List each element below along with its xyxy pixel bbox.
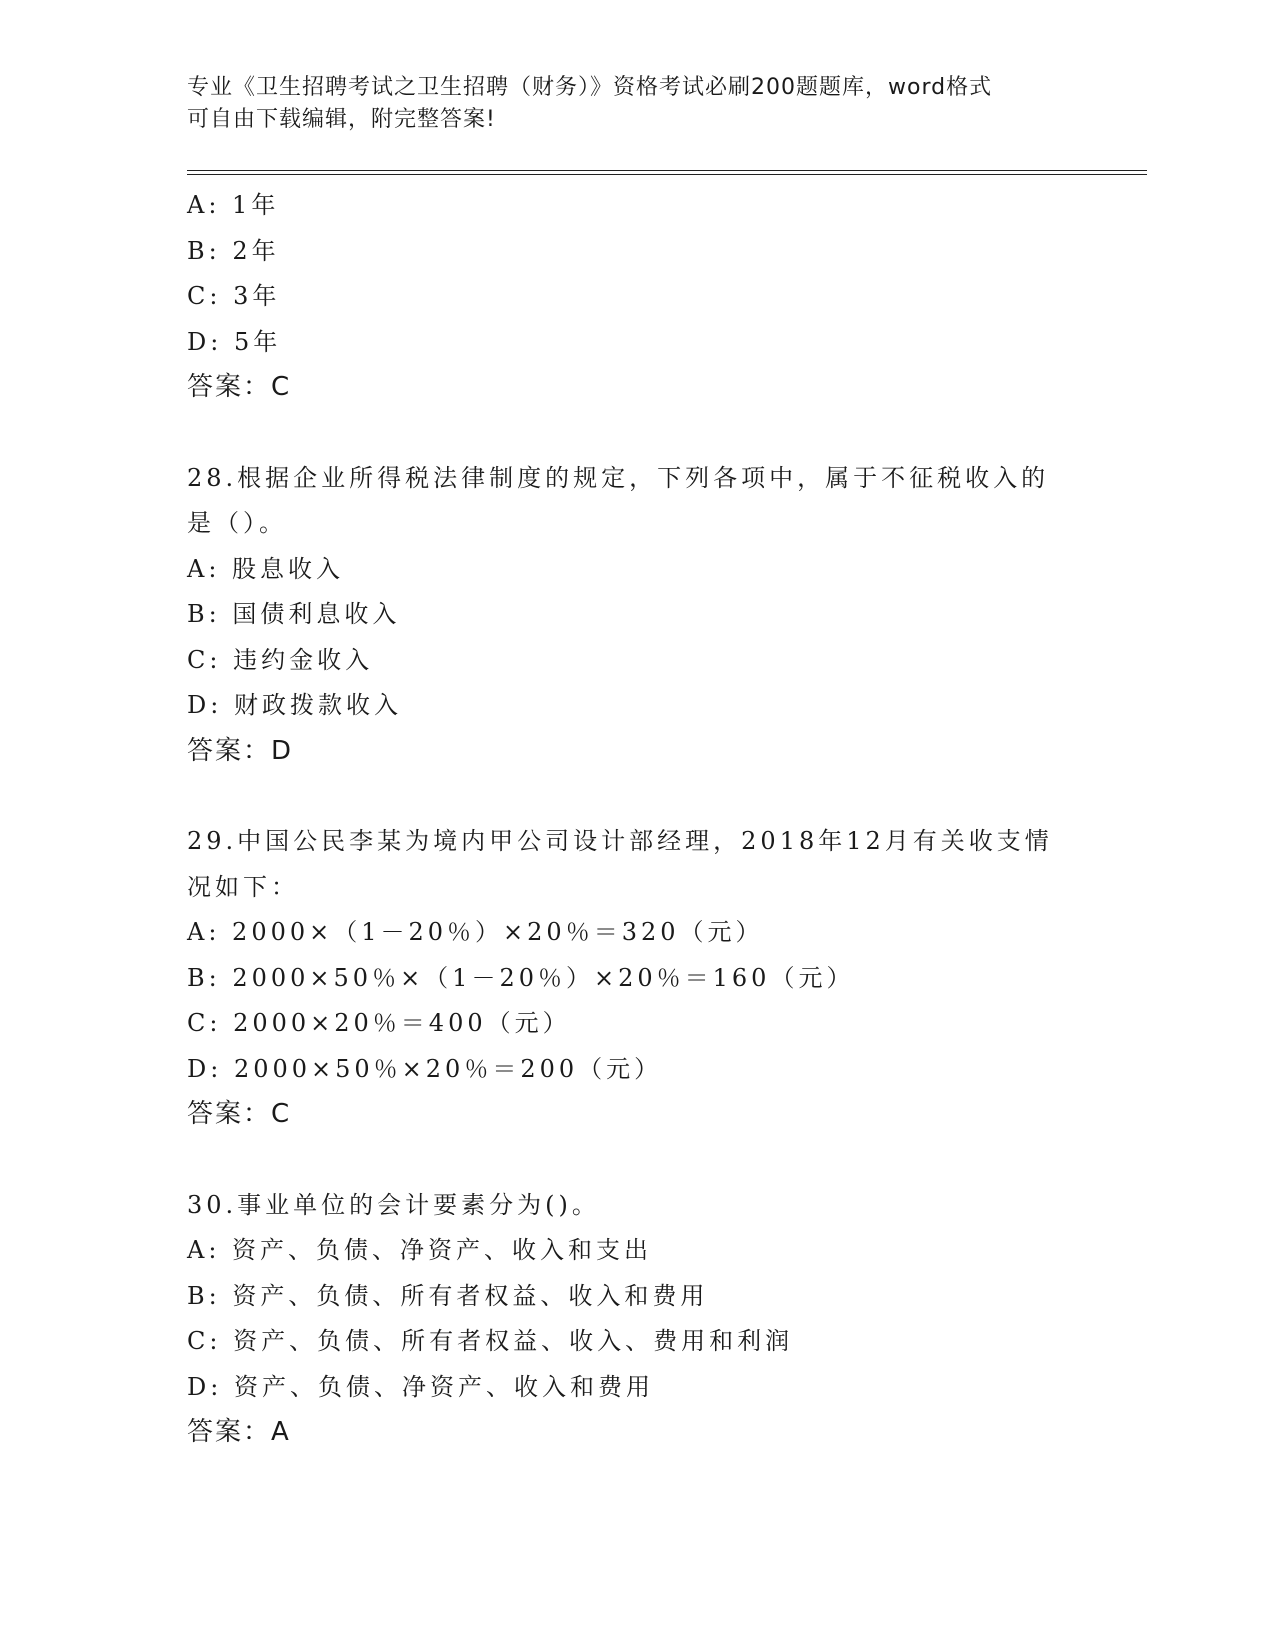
option-a: A: 1年 bbox=[187, 191, 280, 219]
option-c: C: 3年 bbox=[187, 282, 281, 310]
answer-line: 答案：C bbox=[187, 372, 292, 402]
option-c: C: 资产、负债、所有者权益、收入、费用和利润 bbox=[187, 1327, 794, 1355]
question-stem: 况如下： bbox=[187, 872, 299, 901]
doc-header-line-2: 可自由下载编辑，附完整答案! bbox=[187, 107, 496, 132]
question-30 bbox=[187, 1183, 1147, 1456]
question-stem: 28.根据企业所得税法律制度的规定，下列各项中，属于不征税收入的 bbox=[187, 463, 1050, 492]
option-c: C: 2000×20％＝400（元） bbox=[187, 1009, 571, 1037]
question-29 bbox=[187, 819, 1147, 1138]
option-d: D: 2000×50％×20％＝200（元） bbox=[187, 1054, 663, 1083]
option-c: C: 违约金收入 bbox=[187, 645, 374, 674]
document-page bbox=[187, 72, 1147, 1456]
doc-header-line-1: 专业《卫生招聘考试之卫生招聘（财务）》资格考试必刷200题题库，word格式 bbox=[187, 75, 993, 100]
option-a: A: 2000×（1－20％）×20％＝320（元） bbox=[187, 918, 764, 946]
option-a: A: 股息收入 bbox=[187, 554, 345, 583]
question-28 bbox=[187, 456, 1147, 775]
option-d: D: 资产、负债、净资产、收入和费用 bbox=[187, 1372, 654, 1401]
option-b: B: 资产、负债、所有者权益、收入和费用 bbox=[187, 1281, 709, 1310]
option-a: A: 资产、负债、净资产、收入和支出 bbox=[187, 1236, 653, 1264]
option-b: B: 2000×50％×（1－20％）×20％＝160（元） bbox=[187, 963, 855, 992]
answer-line: 答案：C bbox=[187, 1099, 292, 1129]
option-d: D: 5年 bbox=[187, 327, 282, 356]
question-stem: 29.中国公民李某为境内甲公司设计部经理，2018年12月有关收支情 bbox=[187, 827, 1053, 855]
answer-line: 答案：A bbox=[187, 1417, 291, 1447]
option-d: D: 财政拨款收入 bbox=[187, 691, 402, 719]
answer-line: 答案：D bbox=[187, 735, 294, 766]
option-b: B: 国债利息收入 bbox=[187, 600, 401, 628]
question-stem: 是（）。 bbox=[187, 509, 287, 537]
option-b: B: 2年 bbox=[187, 236, 280, 265]
question-stem: 30.事业单位的会计要素分为()。 bbox=[187, 1190, 600, 1219]
continued-question-options bbox=[187, 183, 1147, 411]
header-divider bbox=[187, 170, 1147, 175]
